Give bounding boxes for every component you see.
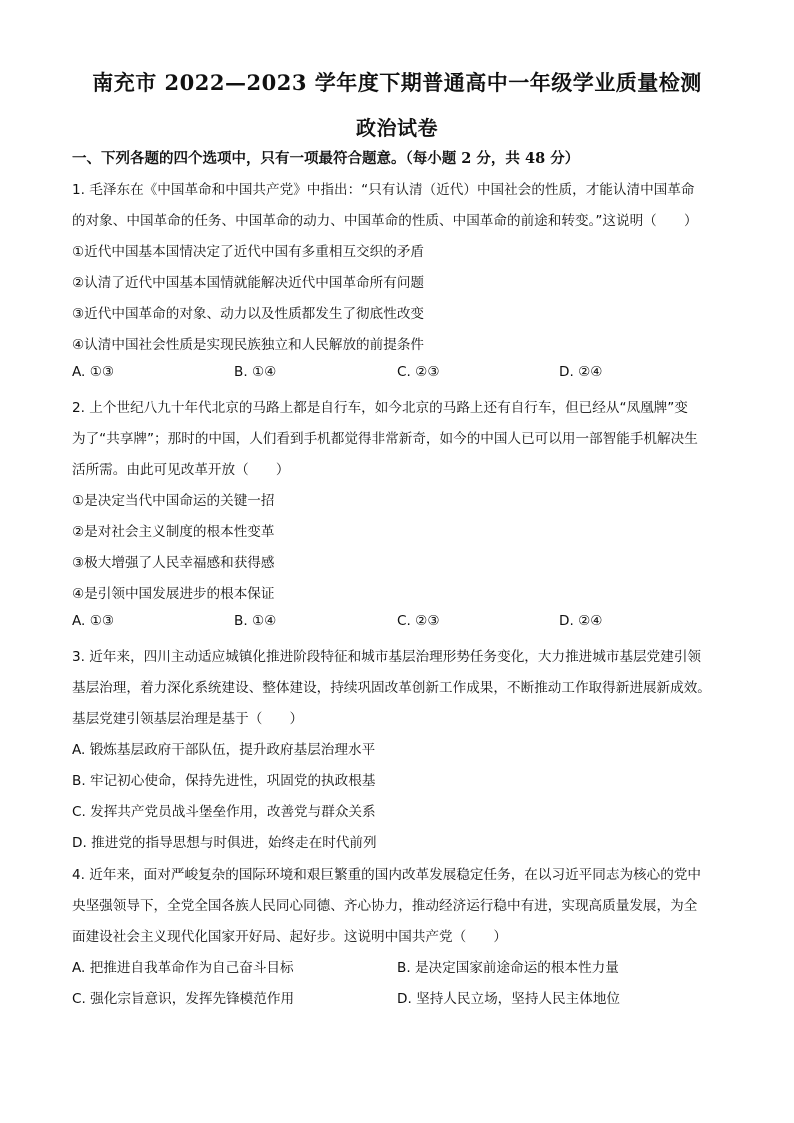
q4-option-c[interactable]: C. 强化宗旨意识，发挥先锋模范作用 (72, 991, 295, 1007)
q1-option-d[interactable]: D. ②④ (559, 364, 603, 380)
q3-stem-line: 3. 近年来，四川主动适应城镇化推进阶段特征和城市基层治理形势任务变化，大力推进城市基层党建引领 (72, 649, 702, 665)
section-heading: 一、下列各题的四个选项中，只有一项最符合题意。（每小题 2 分，共 48 分） (72, 150, 580, 167)
q4-option-d[interactable]: D. 坚持人民立场，坚持人民主体地位 (397, 991, 621, 1007)
exam-subtitle: 政治试卷 (356, 116, 438, 140)
q3-option-b[interactable]: B. 牢记初心使命，保持先进性，巩固党的执政根基 (72, 773, 376, 789)
q1-stem-line: 1. 毛泽东在《中国革命和中国共产党》中指出：“只有认清（近代）中国社会的性质，才能认清中国革命 (72, 182, 695, 198)
q3-stem-line: 基层党建引领基层治理是基于（ ） (72, 711, 304, 727)
q2-option-d[interactable]: D. ②④ (559, 613, 603, 629)
q1-stem-line: 的对象、中国革命的任务、中国革命的动力、中国革命的性质、中国革命的前途和转变。”这说明（ ） (72, 213, 698, 229)
q1-statement: ④认清中国社会性质是实现民族独立和人民解放的前提条件 (72, 337, 425, 353)
q4-option-b[interactable]: B. 是决定国家前途命运的根本性力量 (397, 960, 619, 976)
q4-stem-line: 面建设社会主义现代化国家开好局、起好步。这说明中国共产党（ ） (72, 929, 507, 945)
q2-statement: ③极大增强了人民幸福感和获得感 (72, 555, 275, 571)
q4-option-a[interactable]: A. 把推进自我革命作为自己奋斗目标 (72, 960, 294, 976)
q1-option-c[interactable]: C. ②③ (397, 364, 440, 380)
q3-option-a[interactable]: A. 锻炼基层政府干部队伍，提升政府基层治理水平 (72, 742, 376, 758)
q3-stem-line: 基层治理，着力深化系统建设、整体建设，持续巩固改革创新工作成果，不断推动工作取得新进展新成效。 (72, 680, 711, 696)
q2-statement: ①是决定当代中国命运的关键一招 (72, 493, 275, 509)
q2-stem-line: 活所需。由此可见改革开放（ ） (72, 462, 290, 478)
q2-statement: ②是对社会主义制度的根本性变革 (72, 524, 275, 540)
q2-option-b[interactable]: B. ①④ (234, 613, 277, 629)
q4-stem-line: 央坚强领导下，全党全国各族人民同心同德、齐心协力，推动经济运行稳中有进，实现高质量发展，为全 (72, 898, 698, 914)
q4-stem-line: 4. 近年来，面对严峻复杂的国际环境和艰巨繁重的国内改革发展稳定任务，在以习近平同志为核心的党中 (72, 867, 702, 883)
q1-option-b[interactable]: B. ①④ (234, 364, 277, 380)
exam-title: 南充市 2022—2023 学年度下期普通高中一年级学业质量检测 (92, 70, 702, 95)
q1-statement: ①近代中国基本国情决定了近代中国有多重相互交织的矛盾 (72, 244, 425, 260)
q2-option-a[interactable]: A. ①③ (72, 613, 115, 629)
q1-statement: ③近代中国革命的对象、动力以及性质都发生了彻底性改变 (72, 306, 425, 322)
q2-statement: ④是引领中国发展进步的根本保证 (72, 586, 275, 602)
q3-option-c[interactable]: C. 发挥共产党员战斗堡垒作用，改善党与群众关系 (72, 804, 376, 820)
q2-option-c[interactable]: C. ②③ (397, 613, 440, 629)
q3-option-d[interactable]: D. 推进党的指导思想与时俱进，始终走在时代前列 (72, 835, 377, 851)
q2-stem-line: 2. 上个世纪八九十年代北京的马路上都是自行车，如今北京的马路上还有自行车，但已经从“凤凰牌”变 (72, 400, 688, 416)
q2-stem-line: 为了“共享牌”；那时的中国，人们看到手机都觉得非常新奇，如今的中国人已可以用一部智能手机解决生 (72, 431, 698, 447)
q1-option-a[interactable]: A. ①③ (72, 364, 115, 380)
q1-statement: ②认清了近代中国基本国情就能解决近代中国革命所有问题 (72, 275, 425, 291)
